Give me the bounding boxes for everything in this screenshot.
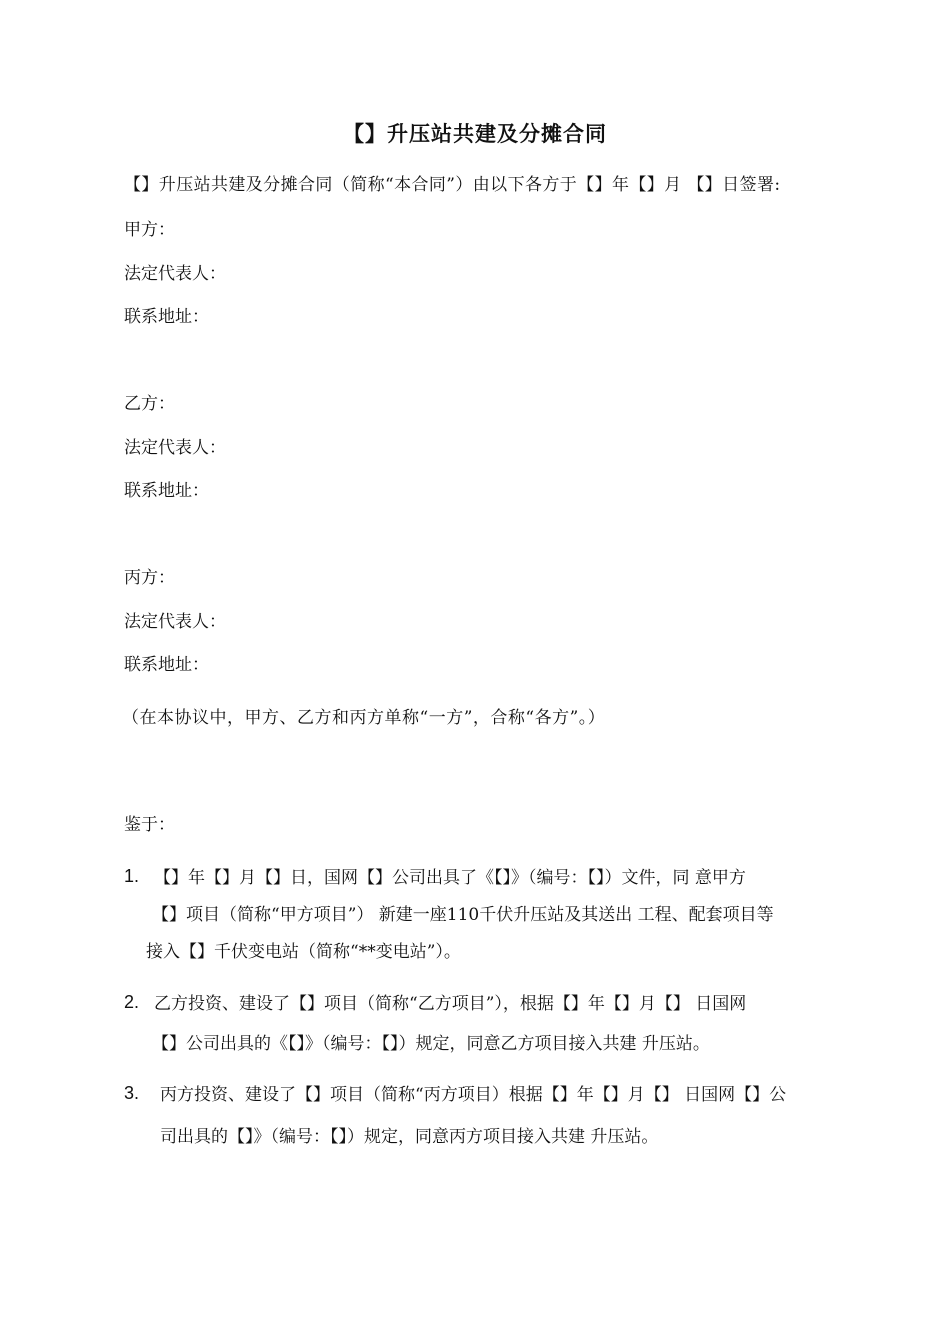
party-a-address-label: 联系地址：: [124, 307, 209, 327]
recital-line: 丙方投资、建设了【】项目（简称“丙方项目）根据【】年【】月【】 日国网【】公: [160, 1085, 787, 1105]
party-c-address-label: 联系地址：: [124, 655, 209, 675]
recital-line: 【】项目（简称“甲方项目”） 新建一座110千伏升压站及其送出 工程、配套项目等: [152, 905, 774, 925]
recital-line: 乙方投资、建设了【】项目（简称“乙方项目”），根据【】年【】月【】 日国网: [154, 994, 747, 1014]
party-b-label: 乙方：: [124, 394, 175, 414]
recital-line: 司出具的【】》（编号：【】）规定，同意丙方项目接入共建 升压站。: [160, 1127, 659, 1147]
recital-number: 3.: [124, 1083, 140, 1103]
recital-number: 1.: [124, 866, 140, 886]
party-b-representative-label: 法定代表人：: [124, 438, 226, 458]
party-b-address-label: 联系地址：: [124, 481, 209, 501]
recital-line: 【】年【】月【】日，国网【】公司出具了《【】》（编号：【】）文件，同 意甲方: [154, 868, 746, 888]
recital-line: 接入【】千伏变电站（简称“**变电站”）。: [146, 942, 461, 962]
definition-note: （在本协议中，甲方、乙方和丙方单称“一方”，合称“各方”。）: [122, 708, 606, 728]
party-a-label: 甲方：: [124, 220, 175, 240]
party-c-label: 丙方：: [124, 568, 175, 588]
party-a-representative-label: 法定代表人：: [124, 264, 226, 284]
intro-paragraph: 【】升压站共建及分摊合同（简称“本合同”）由以下各方于【】年【】月 【】日签署:: [124, 175, 781, 195]
document-title: 【】升压站共建及分摊合同: [343, 122, 607, 146]
recital-number: 2.: [124, 992, 140, 1012]
party-c-representative-label: 法定代表人：: [124, 612, 226, 632]
recital-line: 【】公司出具的《【】》（编号：【】）规定，同意乙方项目接入共建 升压站。: [152, 1034, 710, 1054]
whereas-label: 鉴于：: [124, 815, 175, 835]
